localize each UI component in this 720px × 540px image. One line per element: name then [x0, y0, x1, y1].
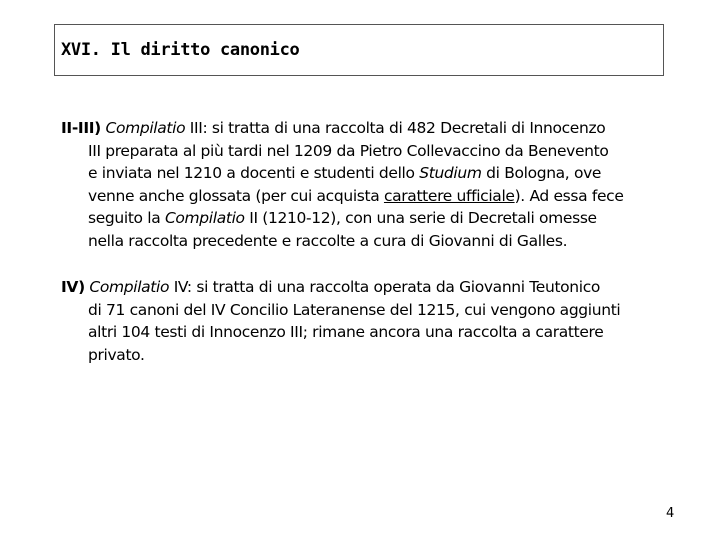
paragraph-line [61, 321, 671, 344]
paragraph-line [61, 117, 671, 140]
paragraph-compilatio-ii-iii [61, 117, 671, 252]
text-segment: di 71 canoni del IV Concilio Lateranense del 1215, cui vengono aggiunti [88, 300, 621, 319]
text-segment: Studium [419, 164, 482, 182]
text-segment: nella raccolta precedente e raccolte a cura di Giovanni di Galles. [88, 231, 568, 250]
paragraph-line [61, 185, 671, 208]
text-segment: Compilatio [89, 278, 170, 296]
paragraph-line [61, 344, 671, 367]
text-segment: ). Ad essa fece [514, 186, 624, 205]
title-box [54, 24, 664, 76]
page-number: 4 [666, 506, 675, 521]
text-segment: Compilatio [105, 119, 186, 137]
text-segment: venne anche glossata (per cui acquista [88, 186, 384, 205]
paragraph-line [61, 230, 671, 253]
paragraph-compilatio-iv [61, 276, 671, 366]
text-segment: II (1210-12), con una serie di Decretali omesse [244, 209, 597, 227]
text-segment: carattere ufficiale [383, 186, 515, 205]
text-segment: privato. [88, 345, 145, 364]
text-segment: Compilatio [164, 209, 245, 227]
text-segment: e inviata nel 1210 a docenti e studenti dello [88, 164, 420, 182]
text-segment: III preparata al più tardi nel 1209 da Pietro Collevaccino da Benevento [88, 141, 609, 160]
text-segment: III: si tratta di una raccolta di 482 Decretali di Innocenzo [185, 119, 606, 137]
paragraph-line [61, 207, 671, 230]
text-segment: seguito la [88, 209, 165, 227]
text-segment: di Bologna, ove [481, 164, 602, 182]
paragraph-line [61, 299, 671, 322]
paragraph-label: IV) [61, 278, 85, 296]
slide-title: XVI. Il diritto canonico [61, 40, 300, 60]
paragraph-line [61, 140, 671, 163]
paragraph-label: II-III) [61, 119, 101, 137]
text-segment: IV: si tratta di una raccolta operata da Giovanni Teutonico [169, 278, 601, 296]
paragraph-line [61, 162, 671, 185]
paragraph-line [61, 276, 671, 299]
text-segment: altri 104 testi di Innocenzo III; rimane ancora una raccolta a carattere [88, 323, 604, 341]
